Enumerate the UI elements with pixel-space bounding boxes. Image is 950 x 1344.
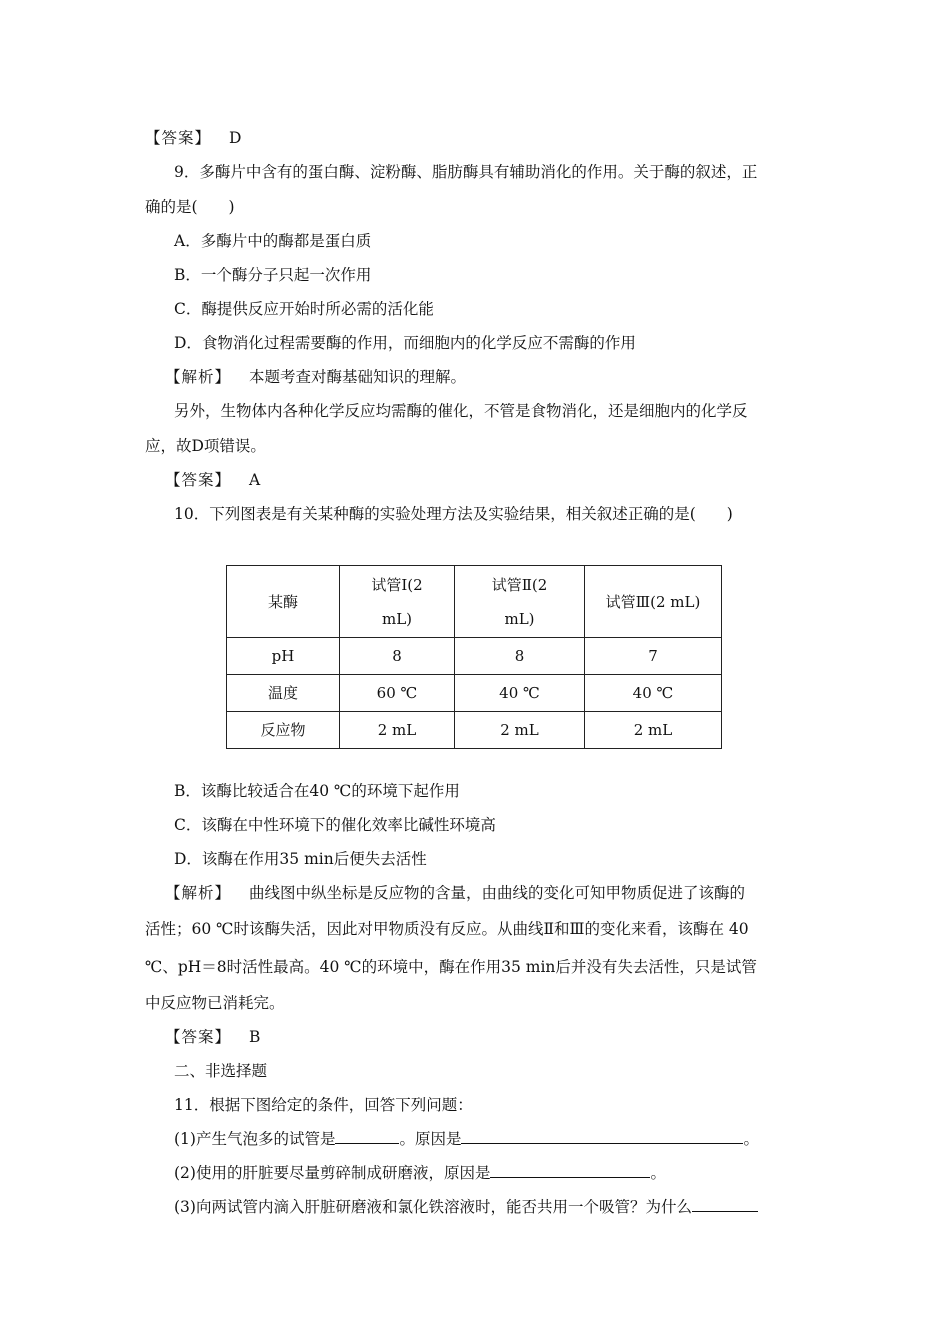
question-10-option-b: B．该酶比较适合在40 ℃的环境下起作用	[174, 782, 460, 800]
explanation-text: 本题考查对酶基础知识的理解。	[249, 368, 467, 386]
table-row	[227, 712, 722, 749]
question-11-part-1: (1)产生气泡多的试管是 。原因是 。	[174, 1130, 759, 1148]
explanation-label: 【解析】	[165, 884, 232, 902]
table-cell: 反应物	[227, 712, 340, 749]
question-9-line-2: 确的是( )	[145, 198, 235, 216]
question-11-part-2: (2)使用的肝脏要尽量剪碎制成研磨液，原因是 。	[174, 1164, 666, 1182]
answer-9	[165, 470, 260, 490]
table-row	[227, 638, 722, 675]
answer-blank[interactable]	[692, 1197, 758, 1212]
table-cell: pH	[227, 638, 340, 675]
table-cell: 温度	[227, 675, 340, 712]
question-9-option-d: D．食物消化过程需要酶的作用，而细胞内的化学反应不需酶的作用	[174, 334, 636, 352]
answer-blank[interactable]	[461, 1129, 743, 1144]
question-9-option-c: C．酶提供反应开始时所必需的活化能	[174, 300, 434, 318]
answer-10	[165, 1027, 260, 1047]
answer-label: 【答案】	[145, 129, 212, 147]
answer-label: 【答案】	[165, 471, 232, 489]
question-10: 10．下列图表是有关某种酶的实验处理方法及实验结果，相关叙述正确的是( )	[174, 505, 733, 523]
table-header-cell: 某酶	[227, 566, 340, 638]
answer-value: D	[229, 129, 242, 147]
explanation-text: 曲线图中纵坐标是反应物的含量，由曲线的变化可知甲物质促进了该酶的	[249, 884, 746, 902]
answer-blank[interactable]	[490, 1163, 650, 1178]
explanation-10-line-1	[165, 883, 745, 903]
table-header-cell: 试管Ⅲ(2 mL)	[585, 566, 722, 638]
table-cell: 7	[585, 638, 722, 675]
question-9-line-1: 9．多酶片中含有的蛋白酶、淀粉酶、脂肪酶具有辅助消化的作用。关于酶的叙述，正	[174, 163, 758, 181]
table-cell: 40 ℃	[585, 675, 722, 712]
explanation-label: 【解析】	[165, 368, 232, 386]
table-cell: 8	[340, 638, 455, 675]
table-cell: 2 mL	[340, 712, 455, 749]
section-heading: 二、非选择题	[174, 1062, 268, 1080]
table-cell: 60 ℃	[340, 675, 455, 712]
answer-value: A	[249, 471, 261, 489]
question-9-option-a: A．多酶片中的酶都是蛋白质	[174, 232, 372, 250]
explanation-9-line-2: 另外，生物体内各种化学反应均需酶的催化，不管是食物消化，还是细胞内的化学反	[174, 402, 748, 420]
question-10-option-d: D．该酶在作用35 min后便失去活性	[174, 850, 427, 868]
table-header-cell: 试管Ⅱ(2 mL)	[455, 566, 585, 638]
question-11: 11．根据下图给定的条件，回答下列问题：	[174, 1096, 473, 1114]
question-10-option-c: C．该酶在中性环境下的催化效率比碱性环境高	[174, 816, 496, 834]
explanation-10-line-3: ℃、pH＝8时活性最高。40 ℃的环境中，酶在作用35 min后并没有失去活性，只是试管	[145, 958, 757, 976]
table-cell: 2 mL	[455, 712, 585, 749]
table-cell: 2 mL	[585, 712, 722, 749]
question-11-part-3: (3)向两试管内滴入肝脏研磨液和氯化铁溶液时，能否共用一个吸管？为什么	[174, 1197, 758, 1217]
explanation-9-line-3: 应，故D项错误。	[145, 437, 266, 455]
table-row	[227, 675, 722, 712]
answer-blank[interactable]	[335, 1129, 399, 1144]
answer-8	[145, 128, 241, 148]
explanation-9-line-1	[165, 367, 466, 387]
answer-value: B	[249, 1028, 261, 1046]
explanation-10-line-2: 活性；60 ℃时该酶失活，因此对甲物质没有反应。从曲线Ⅱ和Ⅲ的变化来看，该酶在 40	[145, 920, 749, 938]
table-cell: 8	[455, 638, 585, 675]
answer-label: 【答案】	[165, 1028, 232, 1046]
table-header-cell: 试管Ⅰ(2 mL)	[340, 566, 455, 638]
table-cell: 40 ℃	[455, 675, 585, 712]
explanation-10-line-4: 中反应物已消耗完。	[145, 994, 285, 1012]
question-9-option-b: B．一个酶分子只起一次作用	[174, 266, 372, 284]
experiment-table	[226, 565, 722, 749]
table-header-row	[227, 566, 722, 638]
